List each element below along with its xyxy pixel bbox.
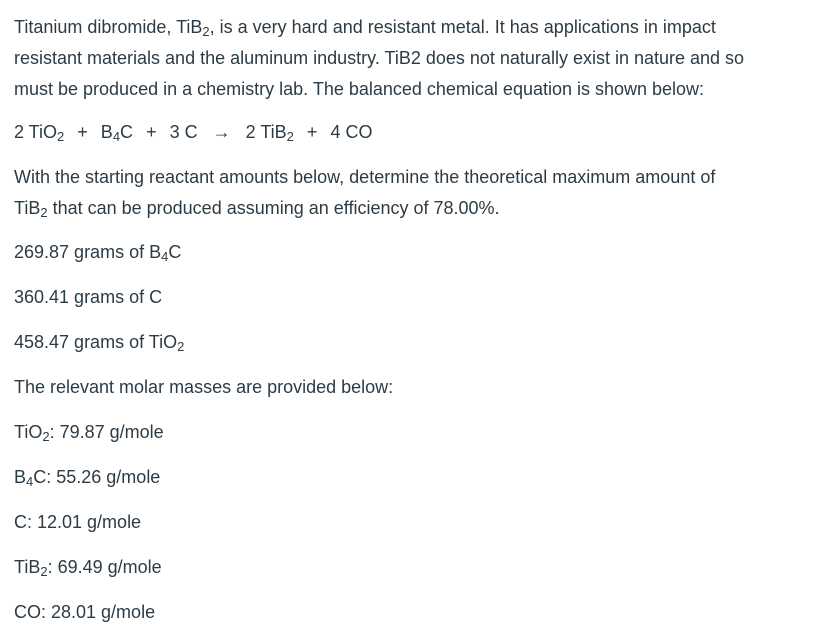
molar-mass-c: C: 12.01 g/mole <box>14 512 142 532</box>
reactant-b4c: B <box>100 122 113 142</box>
plus-sign: + <box>306 122 318 142</box>
question-paragraph <box>14 162 715 224</box>
molar-mass-tio2 <box>14 417 164 448</box>
reactant-tio2: 2 TiO <box>14 122 58 142</box>
subscript: 2 <box>57 129 65 144</box>
subscript: 2 <box>286 129 294 144</box>
product-tib2: 2 TiB <box>245 122 287 142</box>
subscript: 2 <box>40 564 48 579</box>
question-line-1: With the starting reactant amounts below, determine the theoretical maximum amount of <box>14 167 716 187</box>
question-text: that can be produced assuming an efficiency of 78.00%. <box>47 198 500 218</box>
reactant-amount-tio2 <box>14 327 184 358</box>
amount-text: 269.87 grams of B <box>14 242 162 262</box>
intro-text: , is a very hard and resistant metal. It has applications in impact <box>209 17 716 37</box>
subscript: 2 <box>202 24 210 39</box>
subscript: 2 <box>177 339 185 354</box>
subscript: 2 <box>40 205 48 220</box>
reaction-arrow-icon: → <box>212 122 231 142</box>
reactant-b4c-suffix: C <box>120 122 134 142</box>
subscript: 2 <box>42 429 50 444</box>
intro-line-2: resistant materials and the aluminum industry. TiB2 does not naturally exist in nature and so <box>14 48 745 68</box>
question-line-2 <box>14 193 715 224</box>
reactant-amount-b4c <box>14 237 181 268</box>
reactant-c: 3 C <box>169 122 198 142</box>
intro-line-1 <box>14 12 744 43</box>
mass-text: TiO <box>14 422 43 442</box>
plus-sign: + <box>146 122 157 142</box>
subscript: 4 <box>161 249 169 264</box>
reactant-amount-c: 360.41 grams of C <box>14 287 163 307</box>
subscript: 4 <box>26 474 34 489</box>
molar-mass-b4c <box>14 462 160 493</box>
mass-text: C: 55.26 g/mole <box>33 467 161 487</box>
amount-text: C <box>168 242 182 262</box>
mass-text: : 79.87 g/mole <box>49 422 164 442</box>
molar-masses-heading: The relevant molar masses are provided below: <box>14 377 394 397</box>
product-co: 4 CO <box>330 122 373 142</box>
intro-line-3: must be produced in a chemistry lab. The balanced chemical equation is shown below: <box>14 79 705 99</box>
question-text: TiB <box>14 198 41 218</box>
subscript: 4 <box>112 129 121 144</box>
intro-text: Titanium dibromide, TiB <box>14 17 203 37</box>
plus-sign: + <box>77 122 88 142</box>
intro-paragraph <box>14 12 744 105</box>
molar-mass-co: CO: 28.01 g/mole <box>14 602 156 622</box>
amount-text: 458.47 grams of TiO <box>14 332 178 352</box>
balanced-equation <box>14 117 372 148</box>
mass-text: B <box>14 467 27 487</box>
mass-text: : 69.49 g/mole <box>47 557 162 577</box>
mass-text: TiB <box>14 557 41 577</box>
molar-mass-tib2 <box>14 552 162 583</box>
